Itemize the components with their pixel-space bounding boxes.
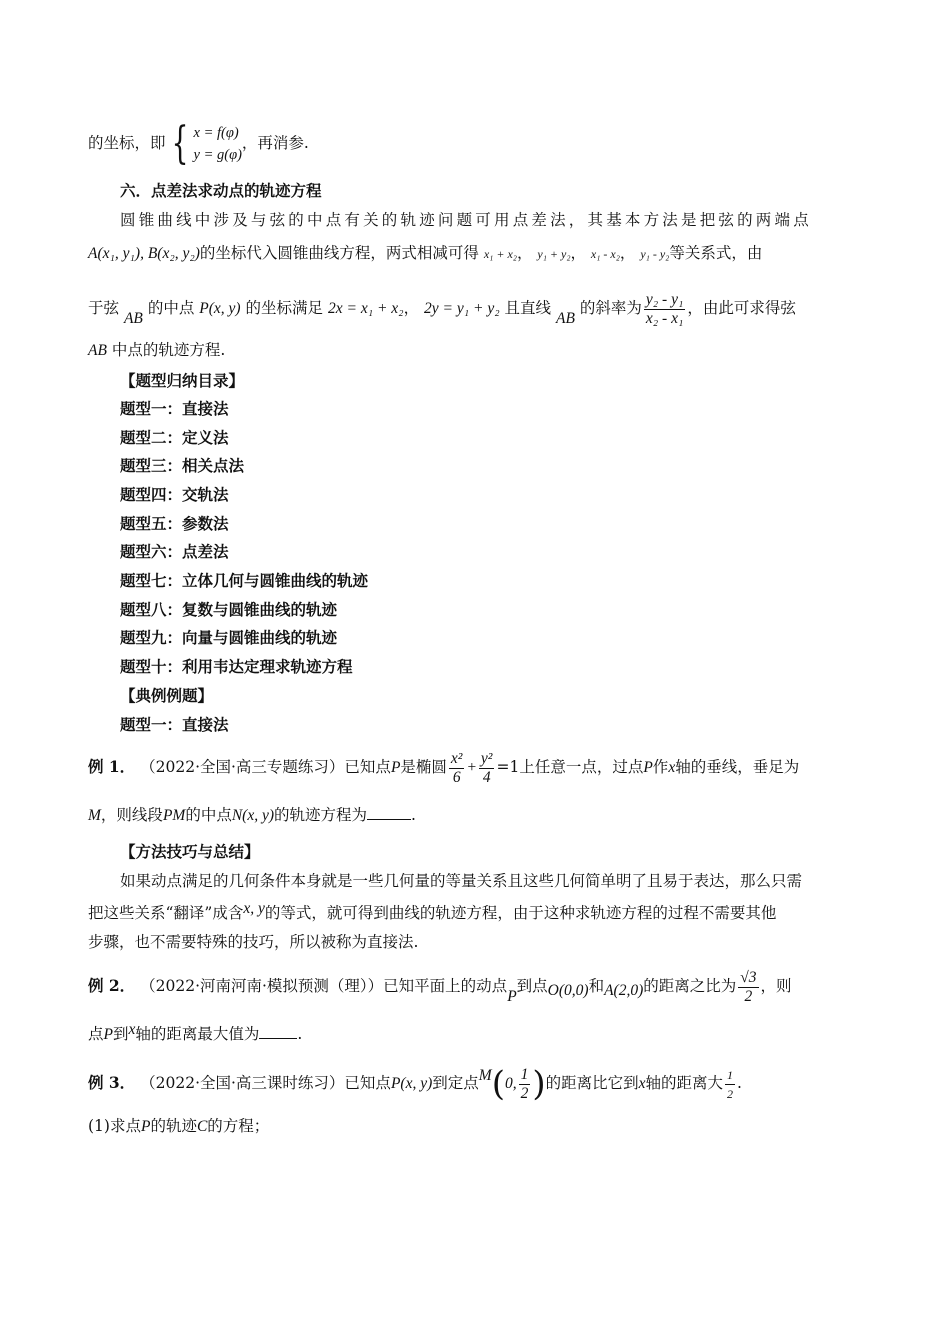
example-3-line-1 [88,1060,863,1106]
example-label: 例 3． [88,1073,136,1092]
para-text: 且直线 [504,299,552,317]
slope-numerator: y₂ - y₁ [645,290,684,308]
para-line-1: 圆锥曲线中涉及与弦的中点有关的轨迹问题可用点差法，其基本方法是把弦的两端点 [120,211,812,229]
method-line-1: 如果动点满足的几何条件本身就是一些几何量的等量关系且这些几何简单明了且易于表达，那么只需 [120,872,803,890]
example-text: 轴的距离最大值为 [135,1025,260,1043]
point-p: P [103,1026,113,1043]
frac-den: 2 [744,987,753,1005]
para-text: 等关系式，由 [669,244,763,262]
expr-y-sum: y₁ + y₂ [537,247,571,261]
answer-blank[interactable] [259,1024,297,1039]
frac-num: 1 [520,1065,529,1083]
chord-ab: AB [123,310,143,327]
param-row-x: x = f(φ) [193,125,239,141]
coord-zero: 0, [504,1075,517,1092]
example-text: 的中点 [185,806,232,824]
para-text: 的中点 [147,299,195,317]
example-text: 和 [588,977,605,995]
example-text: 到点 [516,977,548,995]
example-text: 点 [88,1025,104,1043]
frac-den: 4 [482,768,491,786]
example-1-line-2 [88,804,863,827]
frac-den: 6 [452,768,461,786]
catalog-item: 题型八：复数与圆锥曲线的轨迹 [120,600,338,619]
endpoints-math: A(x₁, y₁), B(x₂, y₂) [88,245,200,262]
ellipse-term-y [479,750,495,787]
point-p: P [140,1118,151,1135]
method-text: 的等式，就可得到曲线的轨迹方程，由于这种求轨迹方程的过程不需要其他 [264,904,777,922]
catalog-item: 题型六：点差法 [120,542,229,561]
point-p: P [507,988,517,1005]
example-text: 到定点 [432,1074,479,1092]
example-1-line-1 [88,745,863,789]
frac-den: 2 [727,1086,734,1101]
section-title: 六．点差法求动点的轨迹方程 [120,181,322,200]
point-m: M [88,807,101,824]
point-p: P [390,759,401,776]
example-text: 轴的垂线，垂足为 [675,758,800,776]
frac-num: 1 [725,1066,735,1085]
example-text: . [737,1074,742,1092]
param-system: { x = f(φ) y = g(φ) [171,118,242,169]
frac-den: 2 [520,1084,529,1102]
type1-heading: 题型一：直接法 [120,715,229,734]
method-line-2 [88,902,863,925]
frac-num: √3 [740,968,757,986]
point-m: M [478,1067,492,1084]
coord-half [519,1066,531,1103]
eq-2y: 2y = y₁ + y₂ [424,300,500,317]
point-o: O(0,0) [547,982,589,999]
param-prefix: 的坐标，即 [88,134,166,152]
example-text: 轴的距离大 [645,1074,724,1092]
para-text: 的斜率为 [579,299,642,317]
axis-x: x [638,1075,646,1092]
expr-x-diff: x₁ - x₂ [590,247,620,261]
example-text: 的距离之比为 [643,977,737,995]
para-text: 于弦 [88,299,120,317]
example-2-line-1 [88,960,863,1012]
question-text: 的轨迹 [150,1117,197,1135]
param-row-y: y = g(φ) [193,147,242,163]
curve-c: C [196,1118,208,1135]
example-text: ，则线段 [100,806,163,824]
vars-xy: x, y [243,900,265,917]
example-text: . [411,806,416,824]
examples-heading: 【典例例题】 [120,686,214,705]
example-text: . [297,1025,303,1043]
example-text: （2022·全国·高三专题练习）已知点 [140,758,391,776]
expr-x-sum: x₁ + x₂ [483,247,517,261]
catalog-item: 题型十：利用韦达定理求轨迹方程 [120,657,353,676]
catalog-heading: 【题型归纳目录】 [120,371,245,390]
catalog-item: 题型四：交轨法 [120,485,229,504]
midpoint-p: P(x, y) [199,300,241,317]
midpoint-n: N(x, y) [231,807,275,824]
ratio-fraction [738,969,758,1006]
para-text: 的坐标代入圆锥曲线方程，两式相减可得 [199,244,479,262]
catalog-item: 题型七：立体几何与圆锥曲线的轨迹 [120,571,369,590]
frac-num: y² [480,749,493,767]
example-label: 例 1． [88,757,136,776]
axis-x: x [668,759,676,776]
example-text: 的轨迹方程为 [274,806,368,824]
slope-denominator: x₂ - x₁ [645,309,684,327]
chord-ab: AB [88,342,107,359]
example-text: 作 [652,758,669,776]
equals-one: =1 [496,758,520,776]
para-text: 的坐标满足 [245,299,324,317]
segment-pm: PM [162,807,186,824]
ellipse-term-x [449,750,465,787]
method-heading: 【方法技巧与总结】 [120,842,260,861]
catalog-item: 题型五：参数法 [120,514,229,533]
point-p: P [643,759,653,776]
eq-2x: 2x = x₁ + x₂ [327,300,404,317]
answer-blank[interactable] [367,805,411,820]
axis-x: x [128,1021,136,1038]
para-line-3: 于弦 AB 的中点 P(x, y) 的坐标满足 2x = x₁ + x₂， 2y = y₁ + y₂ 且直线 AB 的斜率为 $\frac{\text{y₂ - y₁}}{\text{x₂ - x₁}}$ ，由此可求得弦 [88,290,796,327]
right-paren: ) [532,1064,546,1104]
example-text: 的距离比它到 [545,1074,639,1092]
param-suffix: ，再消参. [241,134,309,152]
example-label: 例 2． [88,976,136,995]
question-1 [88,1115,863,1138]
para-text: ，由此可求得弦 [687,299,796,317]
line-ab: AB [556,310,575,327]
method-text: 把这些关系“翻译”成含 [88,904,244,922]
example-text: （2022·河南河南·模拟预测（理））已知平面上的动点 [140,977,508,995]
example-2-line-2 [88,1023,863,1046]
left-paren: ( [491,1064,505,1104]
example-text: （2022·全国·高三课时练习）已知点 [140,1074,391,1092]
catalog-item: 题型一：直接法 [120,399,229,418]
question-text: (1)求点 [88,1117,141,1135]
plus-sign: + [466,759,477,776]
half-fraction [725,1066,735,1103]
frac-num: x² [450,749,463,767]
question-text: 的方程； [207,1117,270,1135]
catalog-item: 题型九：向量与圆锥曲线的轨迹 [120,628,338,647]
example-text: 是椭圆 [400,758,447,776]
example-text: 到 [112,1025,129,1043]
point-p: P(x, y) [390,1075,433,1092]
example-text: ，则 [760,977,792,995]
para-line-4 [88,339,863,362]
expr-y-diff: y₁ - y₂ [640,247,670,261]
point-a: A(2,0) [604,982,644,999]
slope-fraction [644,291,685,328]
method-line-3: 步骤，也不需要特殊的技巧，所以被称为直接法. [88,933,419,951]
example-text: 上任意一点，过点 [519,758,644,776]
param-line [88,118,863,168]
catalog-item: 题型三：相关点法 [120,456,245,475]
para-text: 中点的轨迹方程. [111,341,226,359]
catalog-item: 题型二：定义法 [120,428,229,447]
para-line-2: A(x₁, y₁), B(x₂, y₂)的坐标代入圆锥曲线方程，两式相减可得 x₁ + x₂， y₁ + y₂， x₁ - x₂， y₁ - y₂等关系式，由 [88,244,763,262]
